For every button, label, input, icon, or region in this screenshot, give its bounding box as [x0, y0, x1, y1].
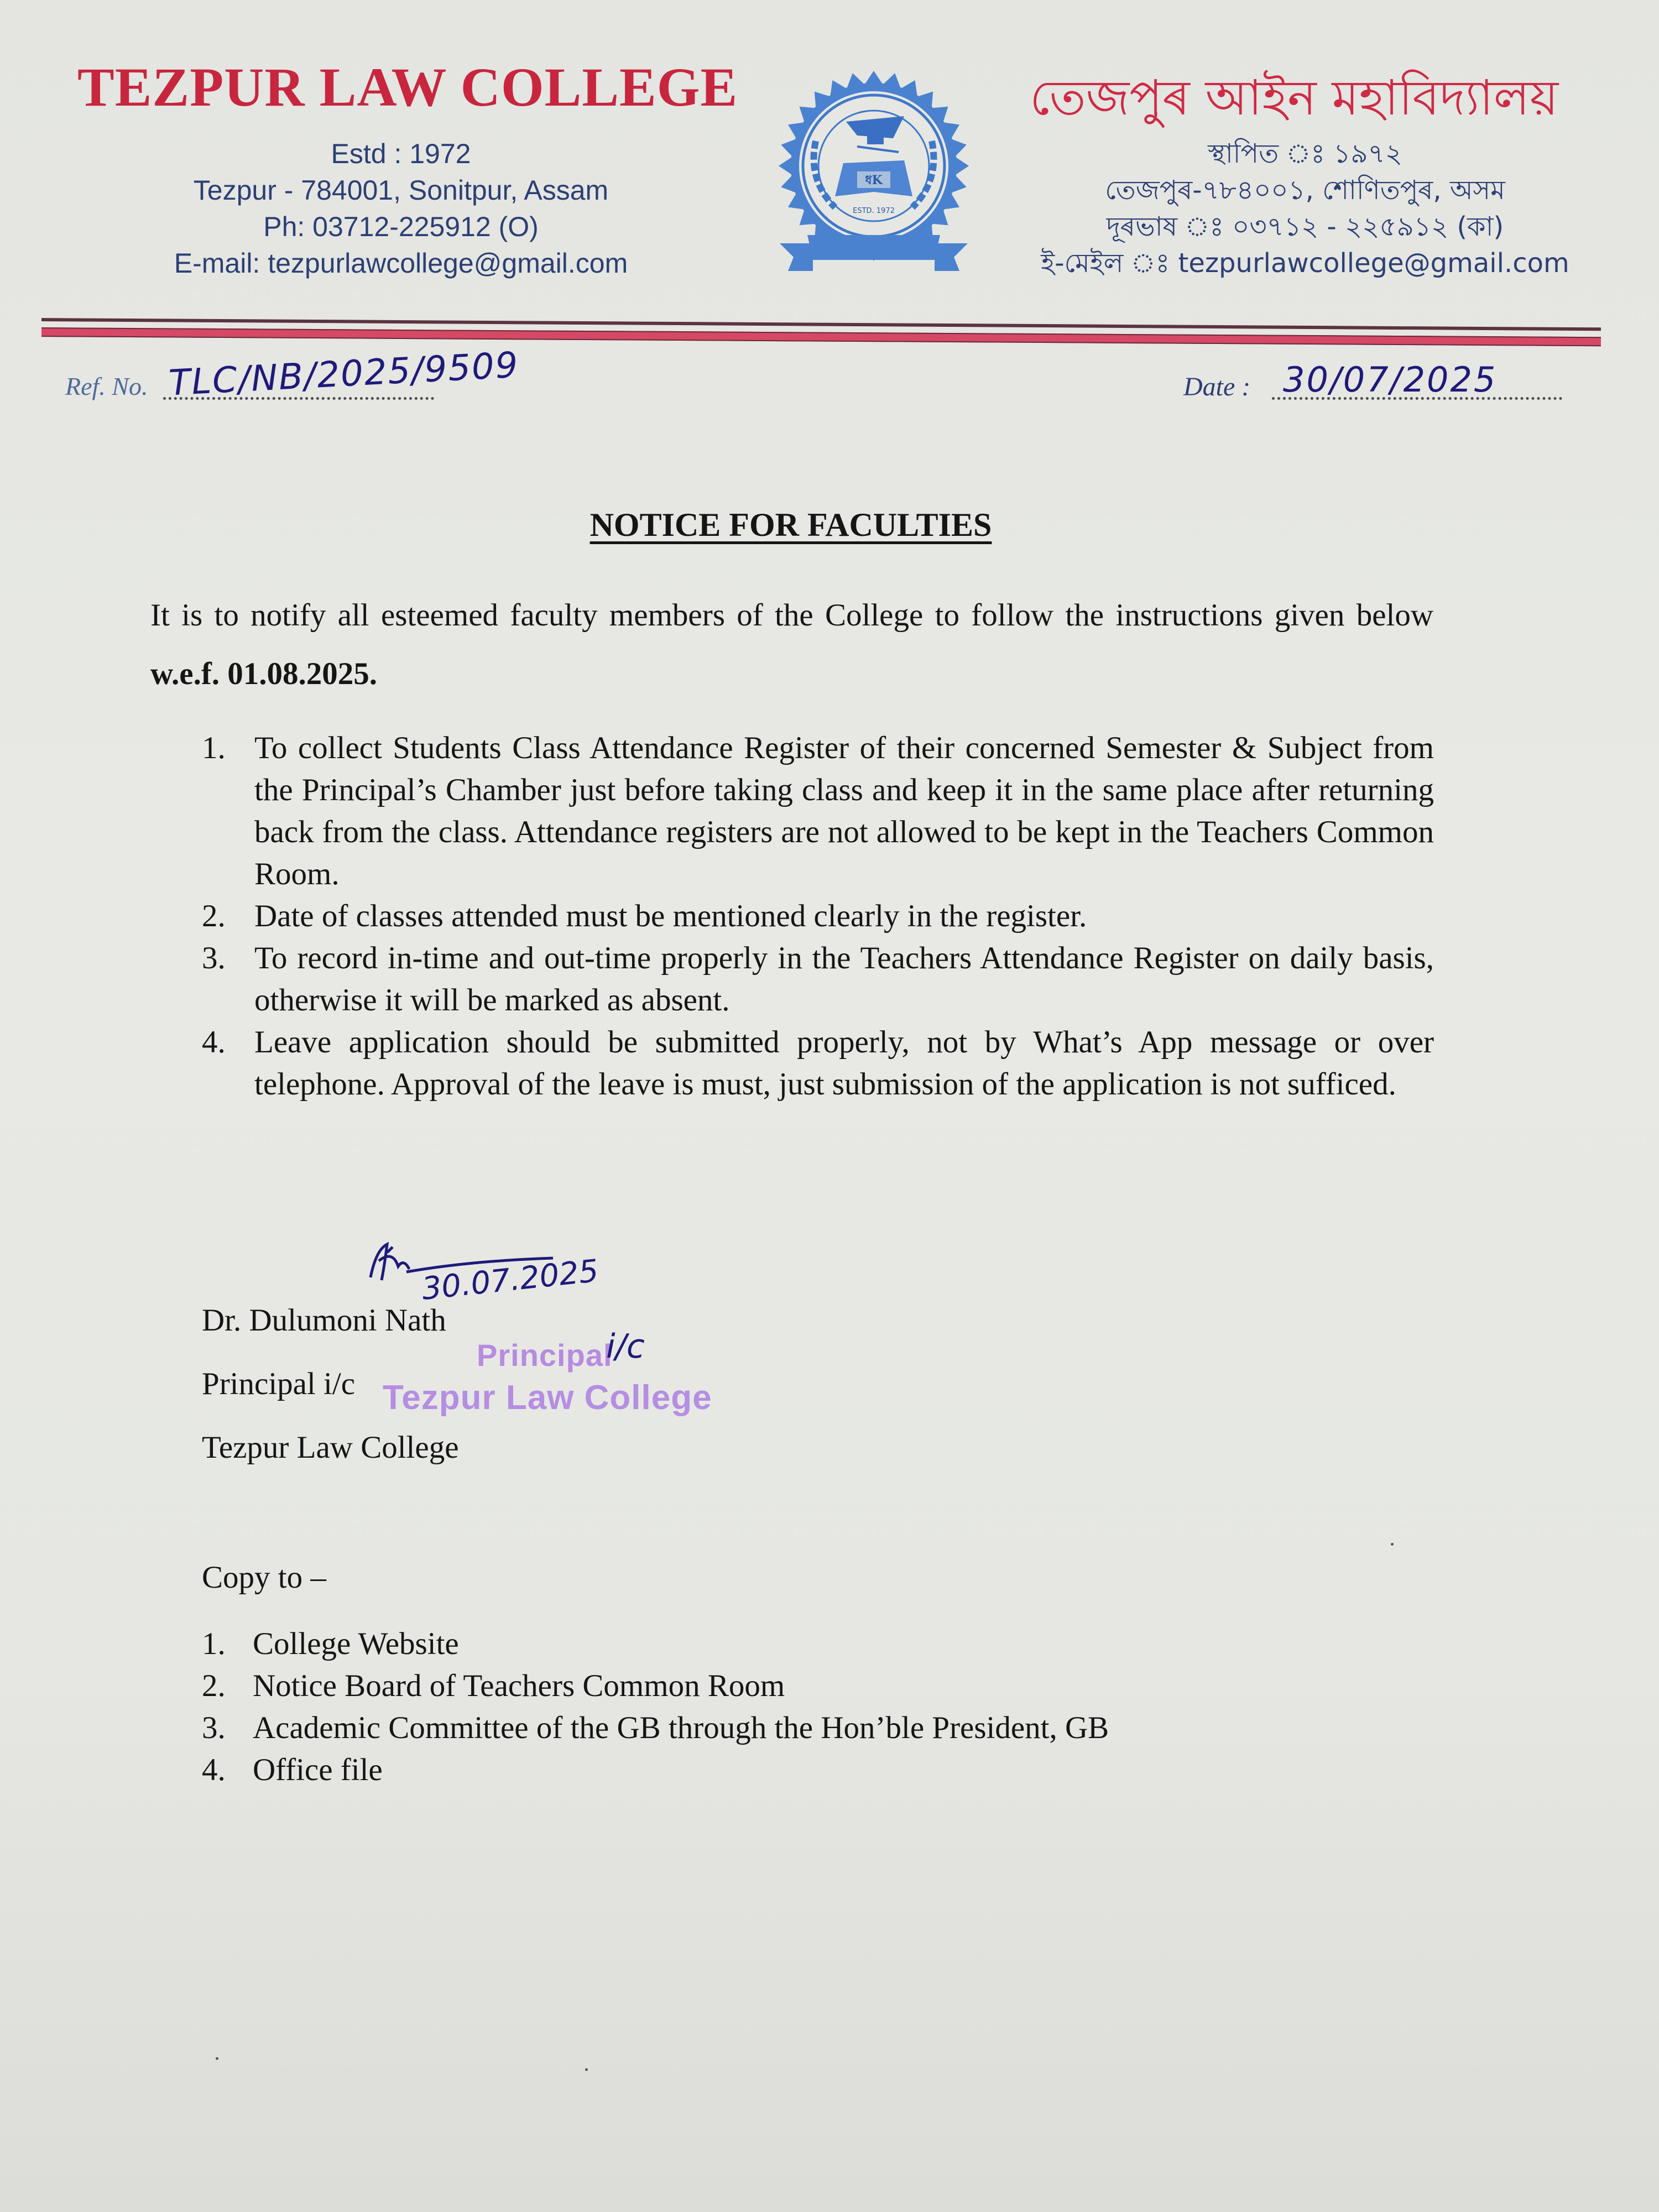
- established-year: Estd : 1972: [331, 138, 471, 169]
- item-text: College Website: [253, 1626, 459, 1661]
- svg-text:ধK: ধK: [865, 173, 883, 187]
- paper-speck: [216, 2057, 218, 2060]
- address: Tezpur - 784001, Sonitpur, Assam: [193, 175, 609, 206]
- copy-to-item: [202, 1707, 1109, 1749]
- english-contact-block: [111, 135, 691, 281]
- item-text: Office file: [253, 1752, 383, 1787]
- phone: Ph: 03712-225912 (O): [263, 211, 539, 242]
- college-name-english: TEZPUR LAW COLLEGE: [77, 56, 738, 118]
- handwritten-signature: [359, 1228, 669, 1311]
- copy-to-item: [202, 1623, 1109, 1665]
- ref-label: Ref. No.: [65, 372, 148, 400]
- email: E-mail: tezpurlawcollege@gmail.com: [174, 248, 628, 279]
- copy-to-label: Copy to –: [202, 1560, 326, 1595]
- item-text: Leave application should be submitted properly, not by What’s App message or over telephone. Approval of the leave is must, just submission of the application is not sufficed.: [254, 1025, 1434, 1102]
- established-year-assamese: স্থাপিত ঃ ১৯৭২: [1208, 138, 1402, 169]
- svg-text:ESTD. 1972: ESTD. 1972: [853, 207, 895, 215]
- stamp-handwritten-ic: i/c: [606, 1327, 645, 1366]
- item-number: 2.: [202, 1668, 226, 1703]
- item-number: 4.: [202, 1025, 226, 1060]
- instruction-item: [202, 937, 1434, 1021]
- date-label: Date :: [1183, 372, 1251, 401]
- item-text: Notice Board of Teachers Common Room: [253, 1668, 785, 1703]
- stamp-principal: Principal: [477, 1338, 613, 1373]
- emblem-tooth: [779, 156, 792, 175]
- notice-intro: [150, 586, 1433, 703]
- assamese-contact-block: [1029, 135, 1582, 281]
- college-name-assamese: তেজপুৰ আইন মহাবিদ্যালয়: [1029, 69, 1559, 126]
- ref-number: TLC/NB/2025/9509: [168, 345, 520, 404]
- instructions-list: [202, 727, 1434, 1105]
- item-text: Academic Committee of the GB through the Hon’ble President, GB: [253, 1710, 1109, 1745]
- phone-assamese: দূৰভাষ ঃ ০৩৭১২ - ২২৫৯১২ (কা): [1106, 211, 1504, 242]
- item-number: 4.: [202, 1752, 226, 1787]
- email-assamese: ই-মেইল ঃ tezpurlawcollege@gmail.com: [1041, 248, 1569, 279]
- item-number: 3.: [202, 941, 226, 975]
- item-text: To collect Students Class Attendance Register of their concerned Semester & Subject from the Principal’s Chamber just before taking class and keep it in the same place after returning back from the class. Attendance registers are not allowed to be kept in the Teachers Common Room.: [254, 731, 1434, 891]
- copy-to-item: [202, 1749, 1109, 1791]
- address-assamese: তেজপুৰ-৭৮৪০০১, শোণিতপুৰ, অসম: [1105, 175, 1505, 206]
- item-number: 1.: [202, 1626, 226, 1661]
- date-value: 30/07/2025: [1283, 359, 1498, 400]
- emblem-tooth: [864, 71, 883, 85]
- emblem-tooth: [955, 156, 969, 175]
- signatory-name: Dr. Dulumoni Nath: [202, 1303, 446, 1338]
- paper-speck: [585, 2068, 588, 2071]
- item-number: 1.: [202, 731, 226, 765]
- instruction-item: [202, 1021, 1434, 1105]
- signature-date: 30.07.2025: [420, 1253, 601, 1307]
- notice-title: NOTICE FOR FACULTIES: [589, 507, 992, 543]
- college-emblem-icon: [769, 69, 979, 285]
- effective-date: w.e.f. 01.08.2025.: [150, 656, 378, 691]
- paper-speck: [1391, 1543, 1394, 1546]
- item-number: 3.: [202, 1710, 226, 1745]
- stamp-college: Tezpur Law College: [383, 1379, 712, 1417]
- signatory-designation: Principal i/c: [202, 1366, 356, 1401]
- signatory-organization: Tezpur Law College: [202, 1430, 459, 1465]
- copy-to-item: [202, 1665, 1109, 1707]
- instruction-item: [202, 727, 1434, 895]
- item-text: To record in-time and out-time properly in the Teachers Attendance Register on daily basis, otherwise it will be marked as absent.: [254, 941, 1434, 1018]
- header-rule-red: [41, 327, 1601, 346]
- item-text: Date of classes attended must be mentioned clearly in the register.: [254, 899, 1087, 933]
- instruction-item: [202, 895, 1434, 937]
- copy-to-list: [202, 1623, 1109, 1791]
- item-number: 2.: [202, 899, 226, 933]
- intro-text: It is to notify all esteemed faculty members of the College to follow the instructions given below: [150, 598, 1433, 633]
